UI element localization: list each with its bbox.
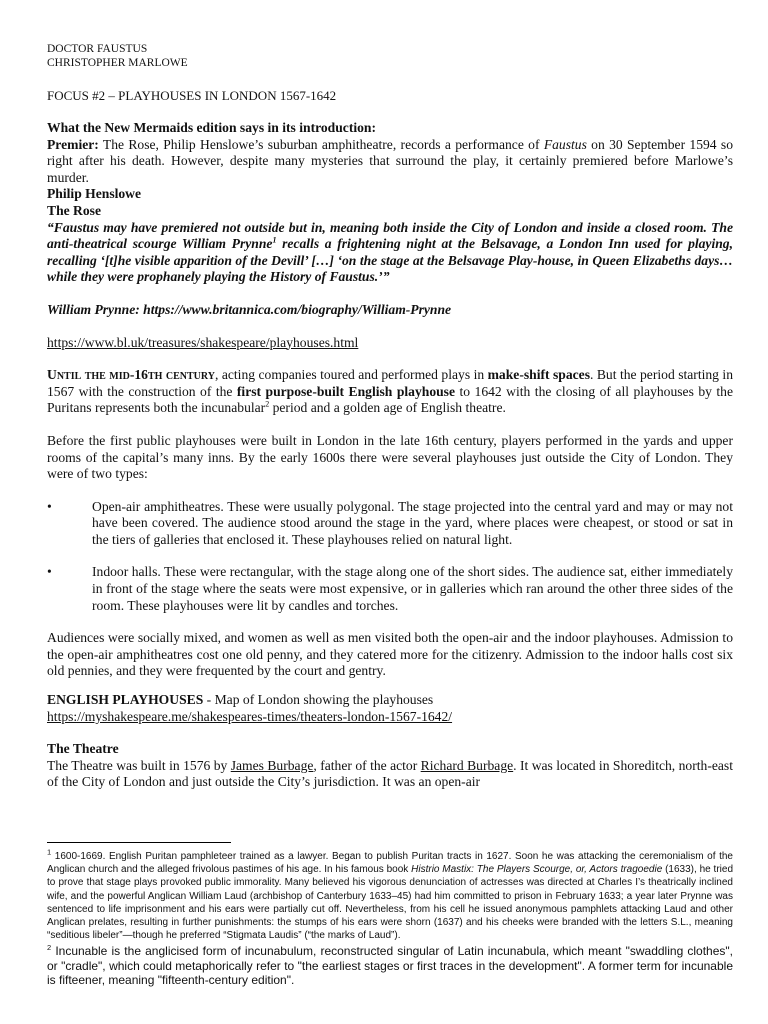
p1-first-playhouse: first purpose-built English playhouse: [236, 383, 456, 399]
bullet-indoor: [47, 564, 733, 614]
doc-author: CHRISTOPHER MARLOWE: [47, 57, 188, 69]
map-bold: ENGLISH PLAYHOUSES: [47, 692, 204, 708]
document-body: [47, 42, 733, 791]
theatre-text-a: The Theatre was built in 1576 by: [47, 757, 231, 773]
bullet-open-air-text: Open-air amphitheatres. These were usually polygonal. The stage projected into the central yard and may or may not have been covered. The audience stood around the stage in the yard, where places were cheapest, or stood or sat in the tiers of galleries that enclosed it. These playhouses relied on natural light.: [92, 498, 733, 547]
theatre-text-b: , father of the actor: [313, 757, 421, 773]
theatre-text-c: . It was located in Shoreditch, north-east of the City of London and just outside the City’s jurisdiction. It was an open-air: [47, 757, 733, 790]
theatre-paragraph: [47, 758, 733, 791]
map-link[interactable]: https://myshakespeare.me/shakespeares-times/theaters-london-1567-1642/: [47, 708, 453, 724]
p1-make-shift: make-shift spaces: [487, 367, 590, 383]
footnote-1: [47, 847, 734, 942]
intro-heading: What the New Mermaids edition says in its introduction:: [47, 120, 377, 135]
footnote-divider: [47, 842, 231, 843]
footnote-2: [47, 944, 733, 988]
map-text: - Map of London showing the playhouses: [203, 692, 434, 708]
bl-link[interactable]: https://www.bl.uk/treasures/shakespeare/playhouses.html: [47, 334, 359, 350]
premier-paragraph: [47, 137, 733, 187]
p1-text-c: . But the period starting in 1567 with the construction of the: [47, 367, 733, 399]
james-burbage-link[interactable]: James Burbage: [230, 757, 314, 773]
bullet-icon: •: [47, 498, 52, 514]
drop-lead: Until the mid-16th century: [47, 367, 215, 383]
henslowe-heading: Philip Henslowe: [47, 186, 142, 202]
audiences-paragraph: Audiences were socially mixed, and women as well as men visited both the open-air and the indoor playhouses. Admission to the open-air amphitheatres cost one old penny, and they catered more for the citizenry. Admission to the indoor halls cost six old pennies, and they were frequented by the court and gentry.: [47, 630, 733, 679]
map-line: [47, 692, 733, 709]
theatre-heading: The Theatre: [47, 741, 119, 757]
footnote-1-text-a: 1600-1669. English Puritan pamphleteer trained as a lawyer. Began to publish Puritan tracts in 1627. Soon he was attacking the ceremonialism of the Anglican church and the alleged frivolous pastimes of his age. In his famous book: [47, 851, 733, 876]
p1-text-f: period and a golden age of English theatre.: [269, 400, 506, 416]
footnote-2-mark: 2: [47, 943, 52, 953]
p1-text-e: to 1642 with the closing of all playhouses by the Puritans represents both the incunabular: [47, 383, 733, 416]
footnote-2-text: Incunable is the anglicised form of incunabulum, reconstructed singular of Latin incunabula, which meant "swaddling clothes", or "cradle", which could metaphorically refer to "the earliest stages or first traces in the development". A former term for incunable is fifteener, meaning "fifteenth-century edition".: [47, 944, 733, 988]
playhouses-paragraph: Before the first public playhouses were built in London in the late 16th century, players performed in the yards and upper rooms of the capital’s many inns. By the early 1600s there were several playhouses just outside the City of London. They were of two types:: [47, 432, 733, 482]
footnote-1-mark: 1: [47, 847, 52, 857]
premier-faustus: Faustus: [543, 136, 587, 152]
footnote-1-text-b: (1633), he tried to prove that stage plays provoked public immorality. Many believed his vigorous denunciation of actresses was directed at Charles I’s theatrically inclined wife, and the powerful Anglican William Laud (archbishop of Canterbury 1633–45) had him committed to prison in February 1633; a year later Prynne was sentenced to life imprisonment and his ears were partially cut off. Nevertheless, from his cell he issued anonymous pamphlets attacking Laud and other Anglican prelates, resulting in further punishments: the stumps of his ears were shorn (1637) and his cheeks were branded with the letters S.L., meaning “seditious libeler”—though he preferred “Stigmata Laudis” (“the marks of Laud”).: [47, 864, 734, 942]
premier-label: Premier:: [47, 136, 99, 152]
focus-heading: FOCUS #2 – PLAYHOUSES IN LONDON 1567-1642: [47, 88, 337, 103]
bullet-indoor-text: Indoor halls. These were rectangular, with the stage along one of the short sides. The audience sat, either immediately in front of the stage where the seats were most expensive, or in galleries which ran around the other three sides of the room. These playhouses were lit by candles and torches.: [92, 564, 733, 613]
belsavage-quote: [47, 220, 733, 286]
rose-heading: The Rose: [47, 202, 101, 218]
footnote-ref-1[interactable]: 1: [272, 235, 277, 245]
quote-part-2: recalls a frightening night at the Belsavage, a London Inn used for playing, recalling ‘[t]he visible apparition of the Devill’ […] ‘on the stage at the Belsavage Play-house, in Queen Elizabeths days…while they were prophanely playing the History of Faustus.’”: [47, 236, 734, 285]
p1-text-a: , acting companies toured and performed plays in: [214, 367, 488, 383]
doc-title: DOCTOR FAUSTUS: [47, 43, 148, 55]
footnotes: [47, 847, 734, 988]
richard-burbage-link[interactable]: Richard Burbage: [420, 757, 514, 773]
bullet-icon: •: [47, 564, 52, 580]
bullet-open-air: [47, 499, 733, 549]
premier-text-1: The Rose, Philip Henslowe’s suburban amphitheatre, records a performance of: [98, 136, 544, 152]
quote-part-1: “Faustus may have premiered not outside but in, meaning both inside the City of London and inside a closed room. The anti-theatrical scourge William Prynne: [47, 219, 733, 252]
premier-text-2: on 30 September 1594 so right after his death. However, despite many mysteries that surround the play, it certainly premiered before Marlowe’s murder.: [47, 136, 733, 185]
prynne-link[interactable]: William Prynne: https://www.britannica.com/biography/William-Prynne: [47, 301, 452, 317]
footnote-ref-2[interactable]: 2: [265, 399, 270, 409]
intro-paragraph: [47, 367, 733, 417]
footnote-1-book-title: Histrio Mastix: The Players Scourge, or, Actors tragoedie: [411, 864, 663, 876]
